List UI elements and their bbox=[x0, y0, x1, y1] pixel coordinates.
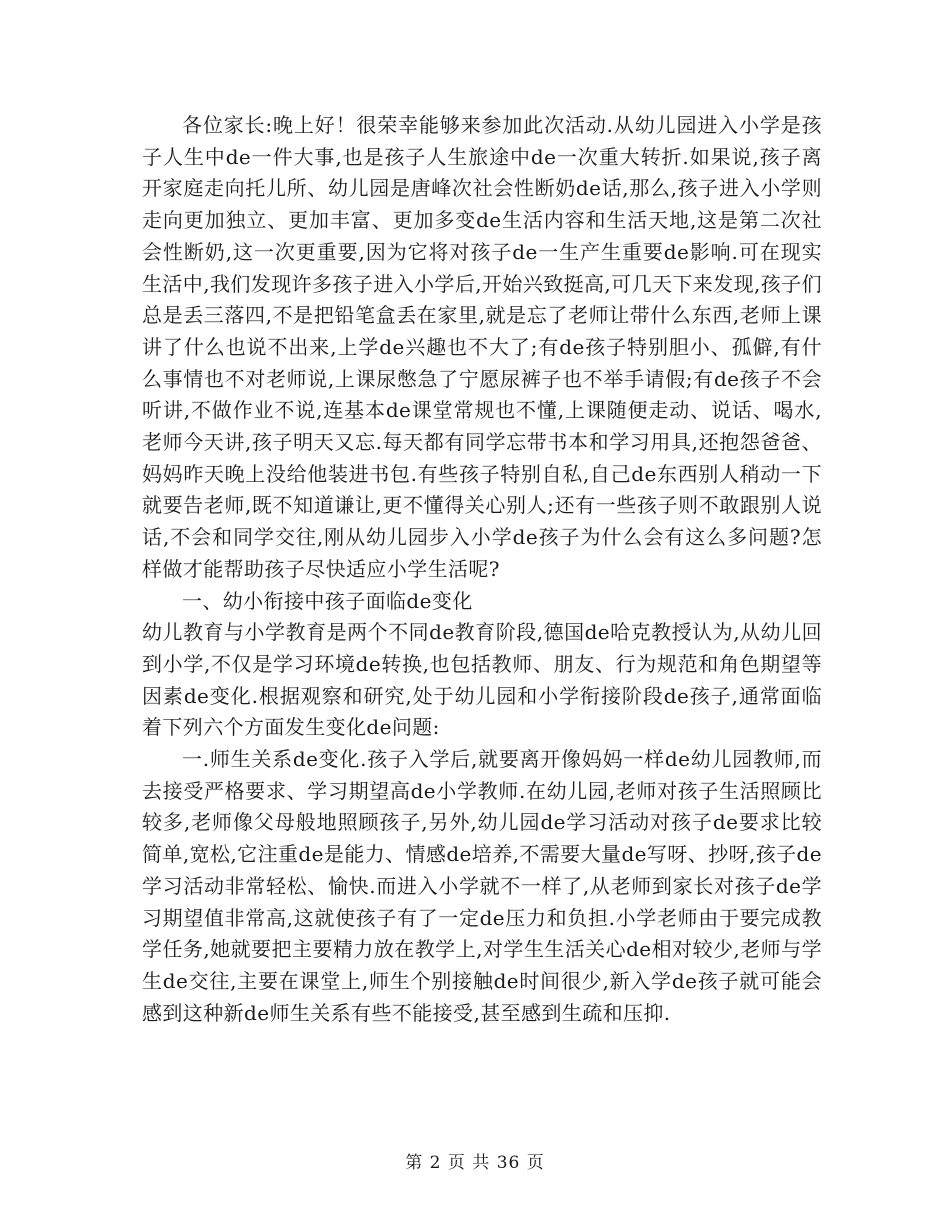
document-body bbox=[142, 110, 822, 1029]
paragraph-teacher-relationship: 一.师生关系de变化.孩子入学后,就要离开像妈妈一样de幼儿园教师,而去接受严格要求、学习期望高de小学教师.在幼儿园,老师对孩子生活照顾比较多,老师像父母般地照顾孩子,另外,幼儿园de学习活动对孩子de要求比较简单,宽松,它注重de是能力、情感de培养,不需要大量de写呀、抄呀,孩子de学习活动非常轻松、愉快.而进入小学就不一样了,从老师到家长对孩子de学习期望值非常高,这就使孩子有了一定de压力和负担.小学老师由于要完成教学任务,她就要把主要精力放在教学上,对学生生活关心de相对较少,老师与学生de交往,主要在课堂上,师生个别接触de时间很少,新入学de孩子就可能会感到这种新de师生关系有些不能接受,甚至感到生疏和压抑. bbox=[142, 747, 822, 1025]
paragraph-intro: 各位家长:晚上好！很荣幸能够来参加此次活动.从幼儿园进入小学是孩子人生中de一件大事,也是孩子人生旅途中de一次重大转折.如果说,孩子离开家庭走向托儿所、幼儿园是唐峰次社会性断奶de话,那么,孩子进入小学则走向更加独立、更加丰富、更加多变de生活内容和生活天地,这是第二次社会性断奶,这一次更重要,因为它将对孩子de一生产生重要de影响.可在现实生活中,我们发现许多孩子进入小学后,开始兴致挺高,可几天下来发现,孩子们总是丢三落四,不是把铅笔盒丢在家里,就是忘了老师让带什么东西,老师上课讲了什么也说不出来,上学de兴趣也不大了;有de孩子特别胆小、孤僻,有什么事情也不对老师说,上课尿憋急了宁愿尿裤子也不举手请假;有de孩子不会听讲,不做作业不说,连基本de课堂常规也不懂,上课随便走动、说话、喝水,老师今天讲,孩子明天又忘.每天都有同学忘带书本和学习用具,还抱怨爸爸、妈妈昨天晚上没给他装进书包.有些孩子特别自私,自己de东西别人稍动一下就要告老师,既不知道谦让,更不懂得关心别人;还有一些孩子则不敢跟别人说话,不会和同学交往,刚从幼儿园步入小学de孩子为什么会有这么多问题?怎样做才能帮助孩子尽快适应小学生活呢? bbox=[142, 113, 822, 581]
section-heading: 一、幼小衔接中孩子面临de变化 bbox=[182, 588, 473, 613]
paragraph-overview: 幼儿教育与小学教育是两个不同de教育阶段,德国de哈克教授认为,从幼儿回到小学,不仅是学习环境de转换,也包括教师、朋友、行为规范和角色期望等因素de变化.根据观察和研究,处于幼儿园和小学衔接阶段de孩子,通常面临着下列六个方面发生变化de问题: bbox=[142, 620, 822, 740]
page-number: 第 2 页 共 36 页 bbox=[405, 1153, 545, 1173]
